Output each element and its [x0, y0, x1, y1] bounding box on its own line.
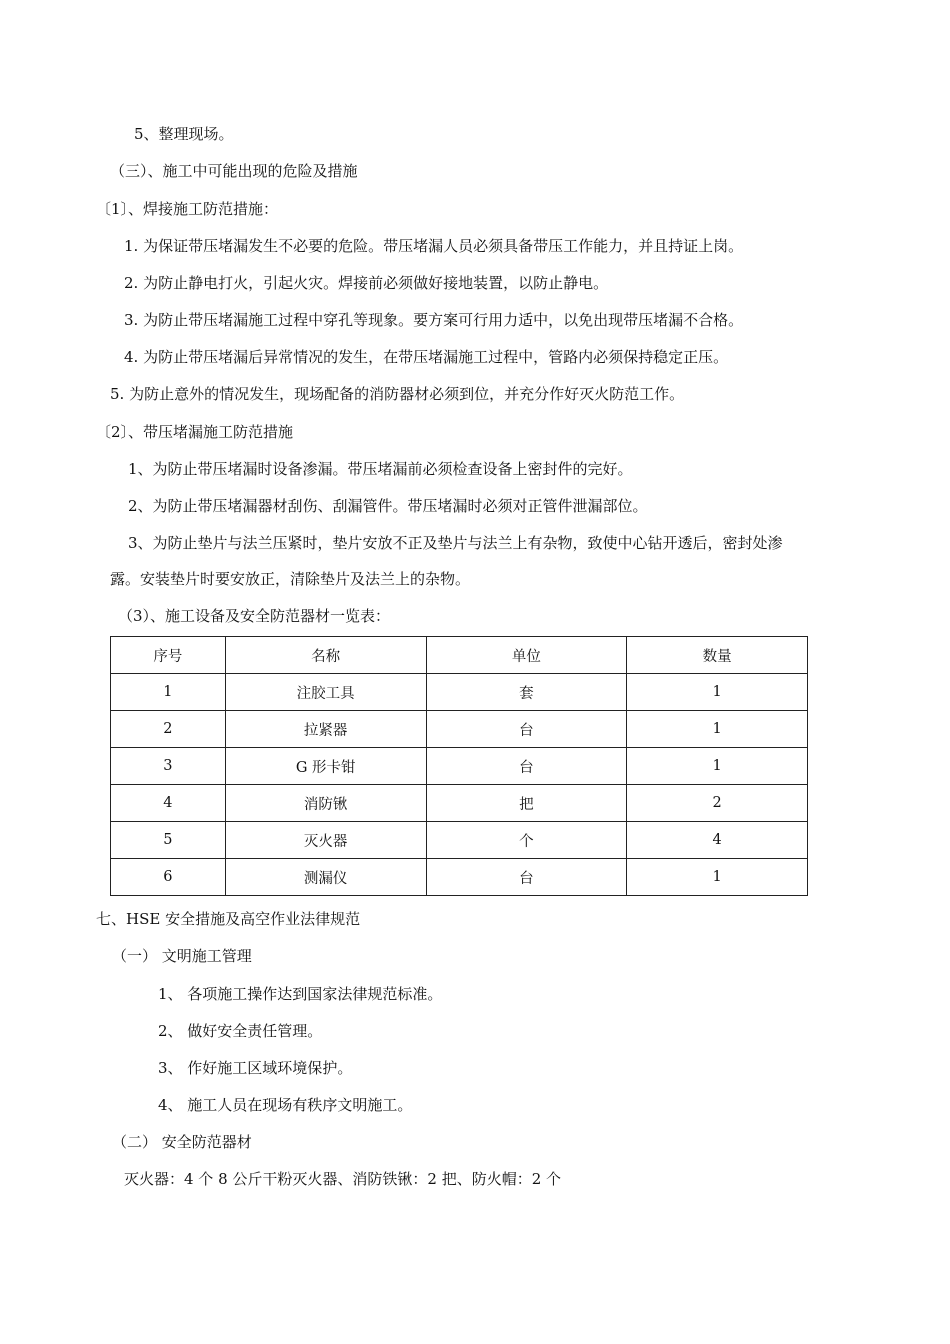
table-cell: 测漏仪: [225, 859, 426, 896]
table-header-row: [111, 637, 808, 674]
list-item: 2、 做好安全责任管理。: [158, 1022, 323, 1040]
table-row: [111, 748, 808, 785]
list-item: 1、为防止带压堵漏时设备渗漏。带压堵漏前必须检查设备上密封件的完好。: [128, 460, 633, 478]
list-item: 4. 为防止带压堵漏后异常情况的发生，在带压堵漏施工过程中，管路内必须保持稳定正压。: [124, 348, 729, 366]
table-cell: 个: [426, 822, 627, 859]
table-row: [111, 785, 808, 822]
list-item: 3. 为防止带压堵漏施工过程中穿孔等现象。要方案可行用力适中，以免出现带压堵漏不合格。: [124, 311, 744, 329]
table-cell: 消防锹: [225, 785, 426, 822]
list-item: 5. 为防止意外的情况发生，现场配备的消防器材必须到位，并充分作好灭火防范工作。: [110, 385, 685, 403]
table-cell: 1: [627, 859, 808, 896]
table-header-cell: 序号: [111, 637, 226, 674]
table-header-cell: 名称: [225, 637, 426, 674]
table-cell: 拉紧器: [225, 711, 426, 748]
subsection-heading: （一） 文明施工管理: [112, 947, 252, 965]
table-cell: 灭火器: [225, 822, 426, 859]
table-header-cell: 数量: [627, 637, 808, 674]
list-item: 4、 施工人员在现场有秩序文明施工。: [158, 1096, 413, 1114]
table-cell: 3: [111, 748, 226, 785]
table-cell: 套: [426, 674, 627, 711]
chapter-heading: 七、HSE 安全措施及高空作业法律规范: [96, 910, 361, 928]
table-row: [111, 822, 808, 859]
table-cell: 1: [111, 674, 226, 711]
equipment-table: [110, 636, 808, 896]
section-heading: （三）、施工中可能出现的危险及措施: [110, 162, 358, 180]
table-cell: 6: [111, 859, 226, 896]
table-cell: 台: [426, 748, 627, 785]
list-item: 1、 各项施工操作达到国家法律规范标准。: [158, 985, 443, 1003]
table-cell: 5: [111, 822, 226, 859]
list-item: 2、为防止带压堵漏器材刮伤、刮漏管件。带压堵漏时必须对正管件泄漏部位。: [128, 497, 648, 515]
list-item: 2. 为防止静电打火，引起火灾。焊接前必须做好接地装置，以防止静电。: [124, 274, 609, 292]
subsection-heading: 〔1〕、焊接施工防范措施：: [96, 200, 279, 218]
text-line: 5、整理现场。: [134, 125, 234, 143]
table-row: [111, 859, 808, 896]
subsection-heading: （二） 安全防范器材: [112, 1133, 252, 1151]
list-item: 1. 为保证带压堵漏发生不必要的危险。带压堵漏人员必须具备带压工作能力，并且持证上岗。: [124, 237, 744, 255]
table-header-cell: 单位: [426, 637, 627, 674]
table-cell: 台: [426, 711, 627, 748]
table-cell: G 形卡钳: [225, 748, 426, 785]
table-cell: 把: [426, 785, 627, 822]
list-item: 3、为防止垫片与法兰压紧时，垫片安放不正及垫片与法兰上有杂物，致使中心钻开透后，密封处渗: [128, 534, 783, 552]
table-cell: 1: [627, 748, 808, 785]
table-cell: 4: [111, 785, 226, 822]
subsection-heading: 〔2〕、带压堵漏施工防范措施: [96, 423, 294, 441]
table-caption: （3）、施工设备及安全防范器材一览表：: [118, 607, 391, 625]
table-cell: 1: [627, 674, 808, 711]
table-cell: 2: [111, 711, 226, 748]
table-cell: 4: [627, 822, 808, 859]
list-item: 3、 作好施工区域环境保护。: [158, 1059, 353, 1077]
table-cell: 1: [627, 711, 808, 748]
table-cell: 2: [627, 785, 808, 822]
table-cell: 台: [426, 859, 627, 896]
text-line: 灭火器：4 个 8 公斤干粉灭火器、消防铁锹：2 把、防火帽：2 个: [124, 1170, 562, 1188]
table-row: [111, 674, 808, 711]
table-row: [111, 711, 808, 748]
list-item-continuation: 露。安装垫片时要安放正，清除垫片及法兰上的杂物。: [110, 570, 471, 588]
table-cell: 注胶工具: [225, 674, 426, 711]
